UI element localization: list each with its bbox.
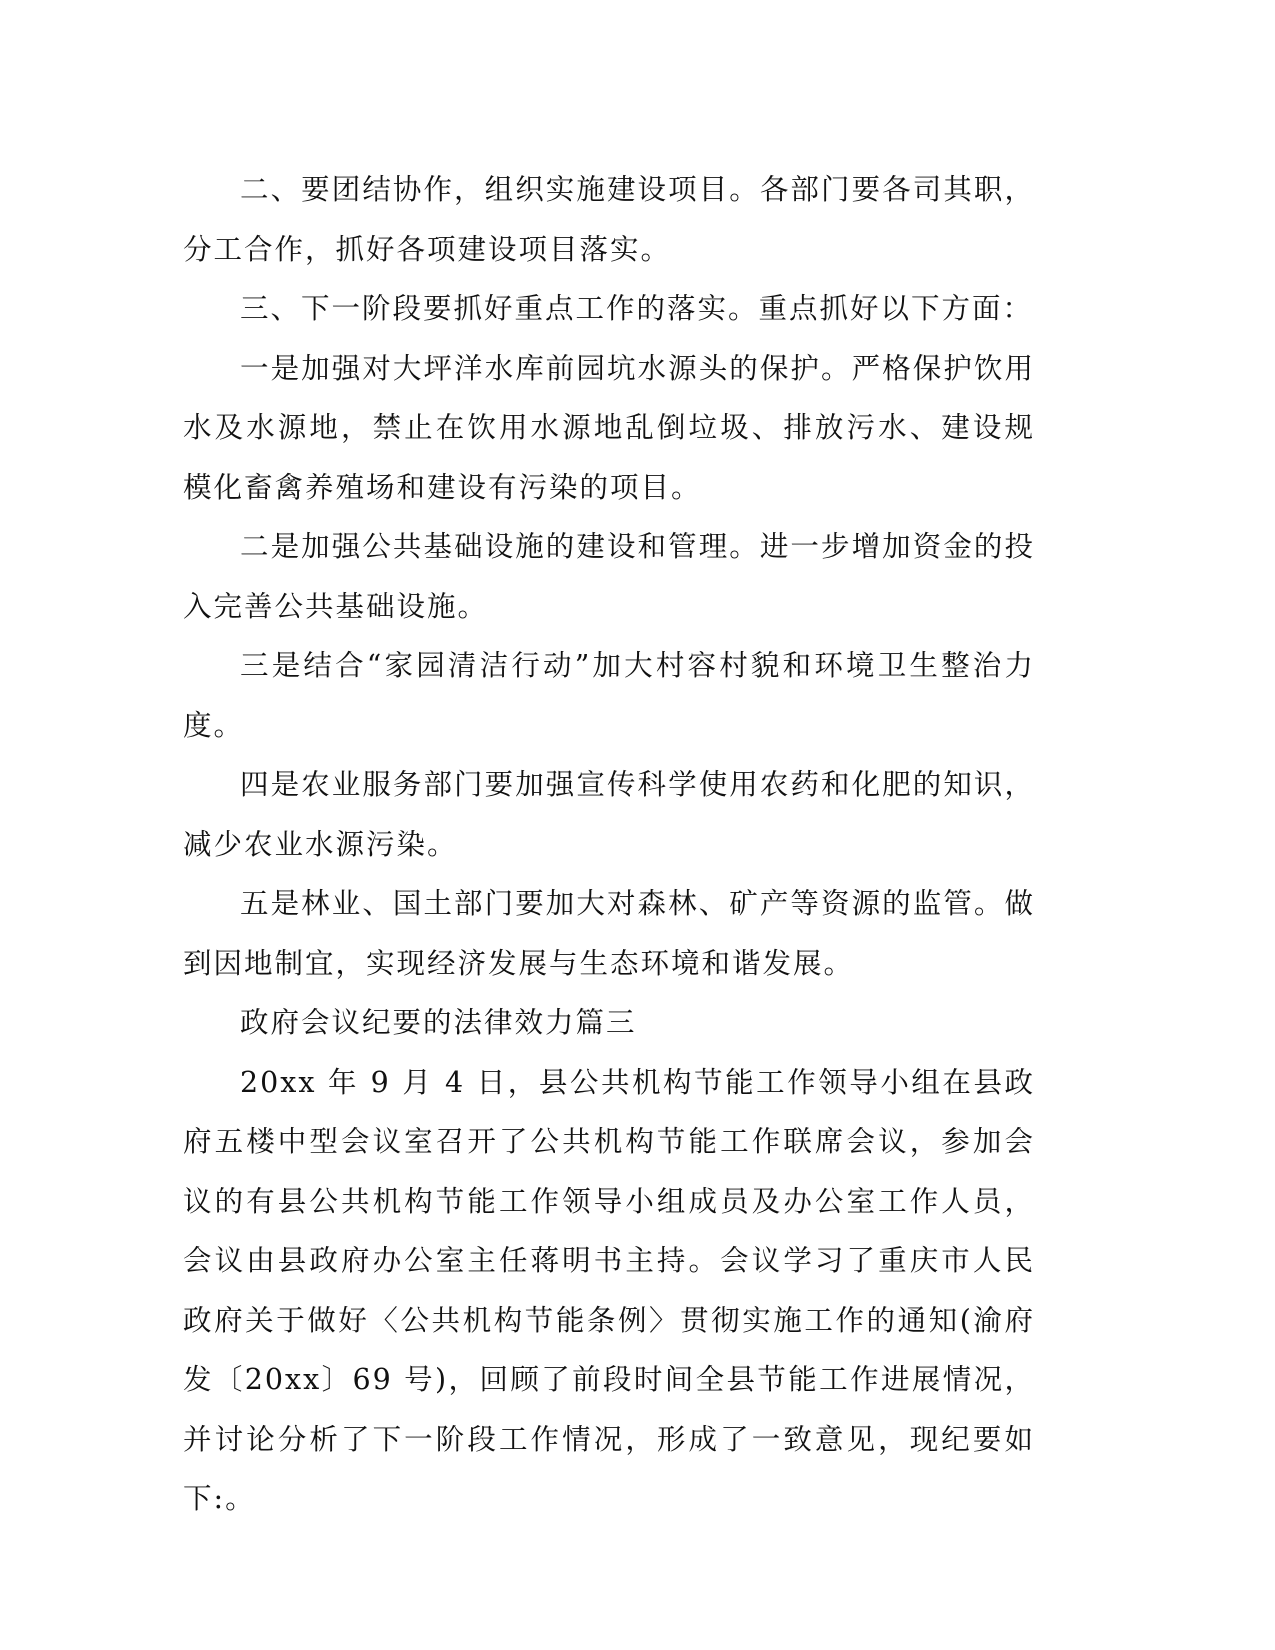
paragraph-next-stage-focus: 三、下一阶段要抓好重点工作的落实。重点抓好以下方面： — [240, 292, 1034, 325]
paragraph-item-two-infrastructure: 二是加强公共基础设施的建设和管理。进一步增加资金的投入完善公共基础设施。 — [183, 530, 1035, 623]
section-heading: 政府会议纪要的法律效力篇三 — [240, 1006, 637, 1039]
paragraph-item-one-water-protection: 一是加强对大坪洋水库前园坑水源头的保护。严格保护饮用水及水源地，禁止在饮用水源地乱倒垃圾、排放污水、建设规模化畜禽养殖场和建设有污染的项目。 — [183, 351, 1035, 504]
paragraph-item-five-resources: 五是林业、国土部门要加大对森林、矿产等资源的监管。做到因地制宜，实现经济发展与生态环境和谐发展。 — [183, 887, 1035, 980]
paragraph-item-four-agriculture: 四是农业服务部门要加强宣传科学使用农药和化肥的知识，减少农业水源污染。 — [183, 768, 1035, 861]
document-body — [183, 160, 1035, 1529]
paragraph-meeting-summary: 20xx 年 9 月 4 日，县公共机构节能工作领导小组在县政府五楼中型会议室召开了公共机构节能工作联席会议，参加会议的有县公共机构节能工作领导小组成员及办公室工作人员，会议由县政府办公室主任蒋明书主持。会议学习了重庆市人民政府关于做好〈公共机构节能条例〉贯彻实施工作的通知(渝府发〔20xx〕69 号)，回顾了前段时间全县节能工作进展情况，并讨论分析了下一阶段工作情况，形成了一致意见，现纪要如下:。 — [183, 1065, 1035, 1515]
paragraph-item-three-cleanup: 三是结合“家园清洁行动”加大村容村貌和环境卫生整治力度。 — [183, 649, 1035, 742]
paragraph-unity-cooperation: 二、要团结协作，组织实施建设项目。各部门要各司其职，分工合作，抓好各项建设项目落实。 — [183, 173, 1035, 266]
